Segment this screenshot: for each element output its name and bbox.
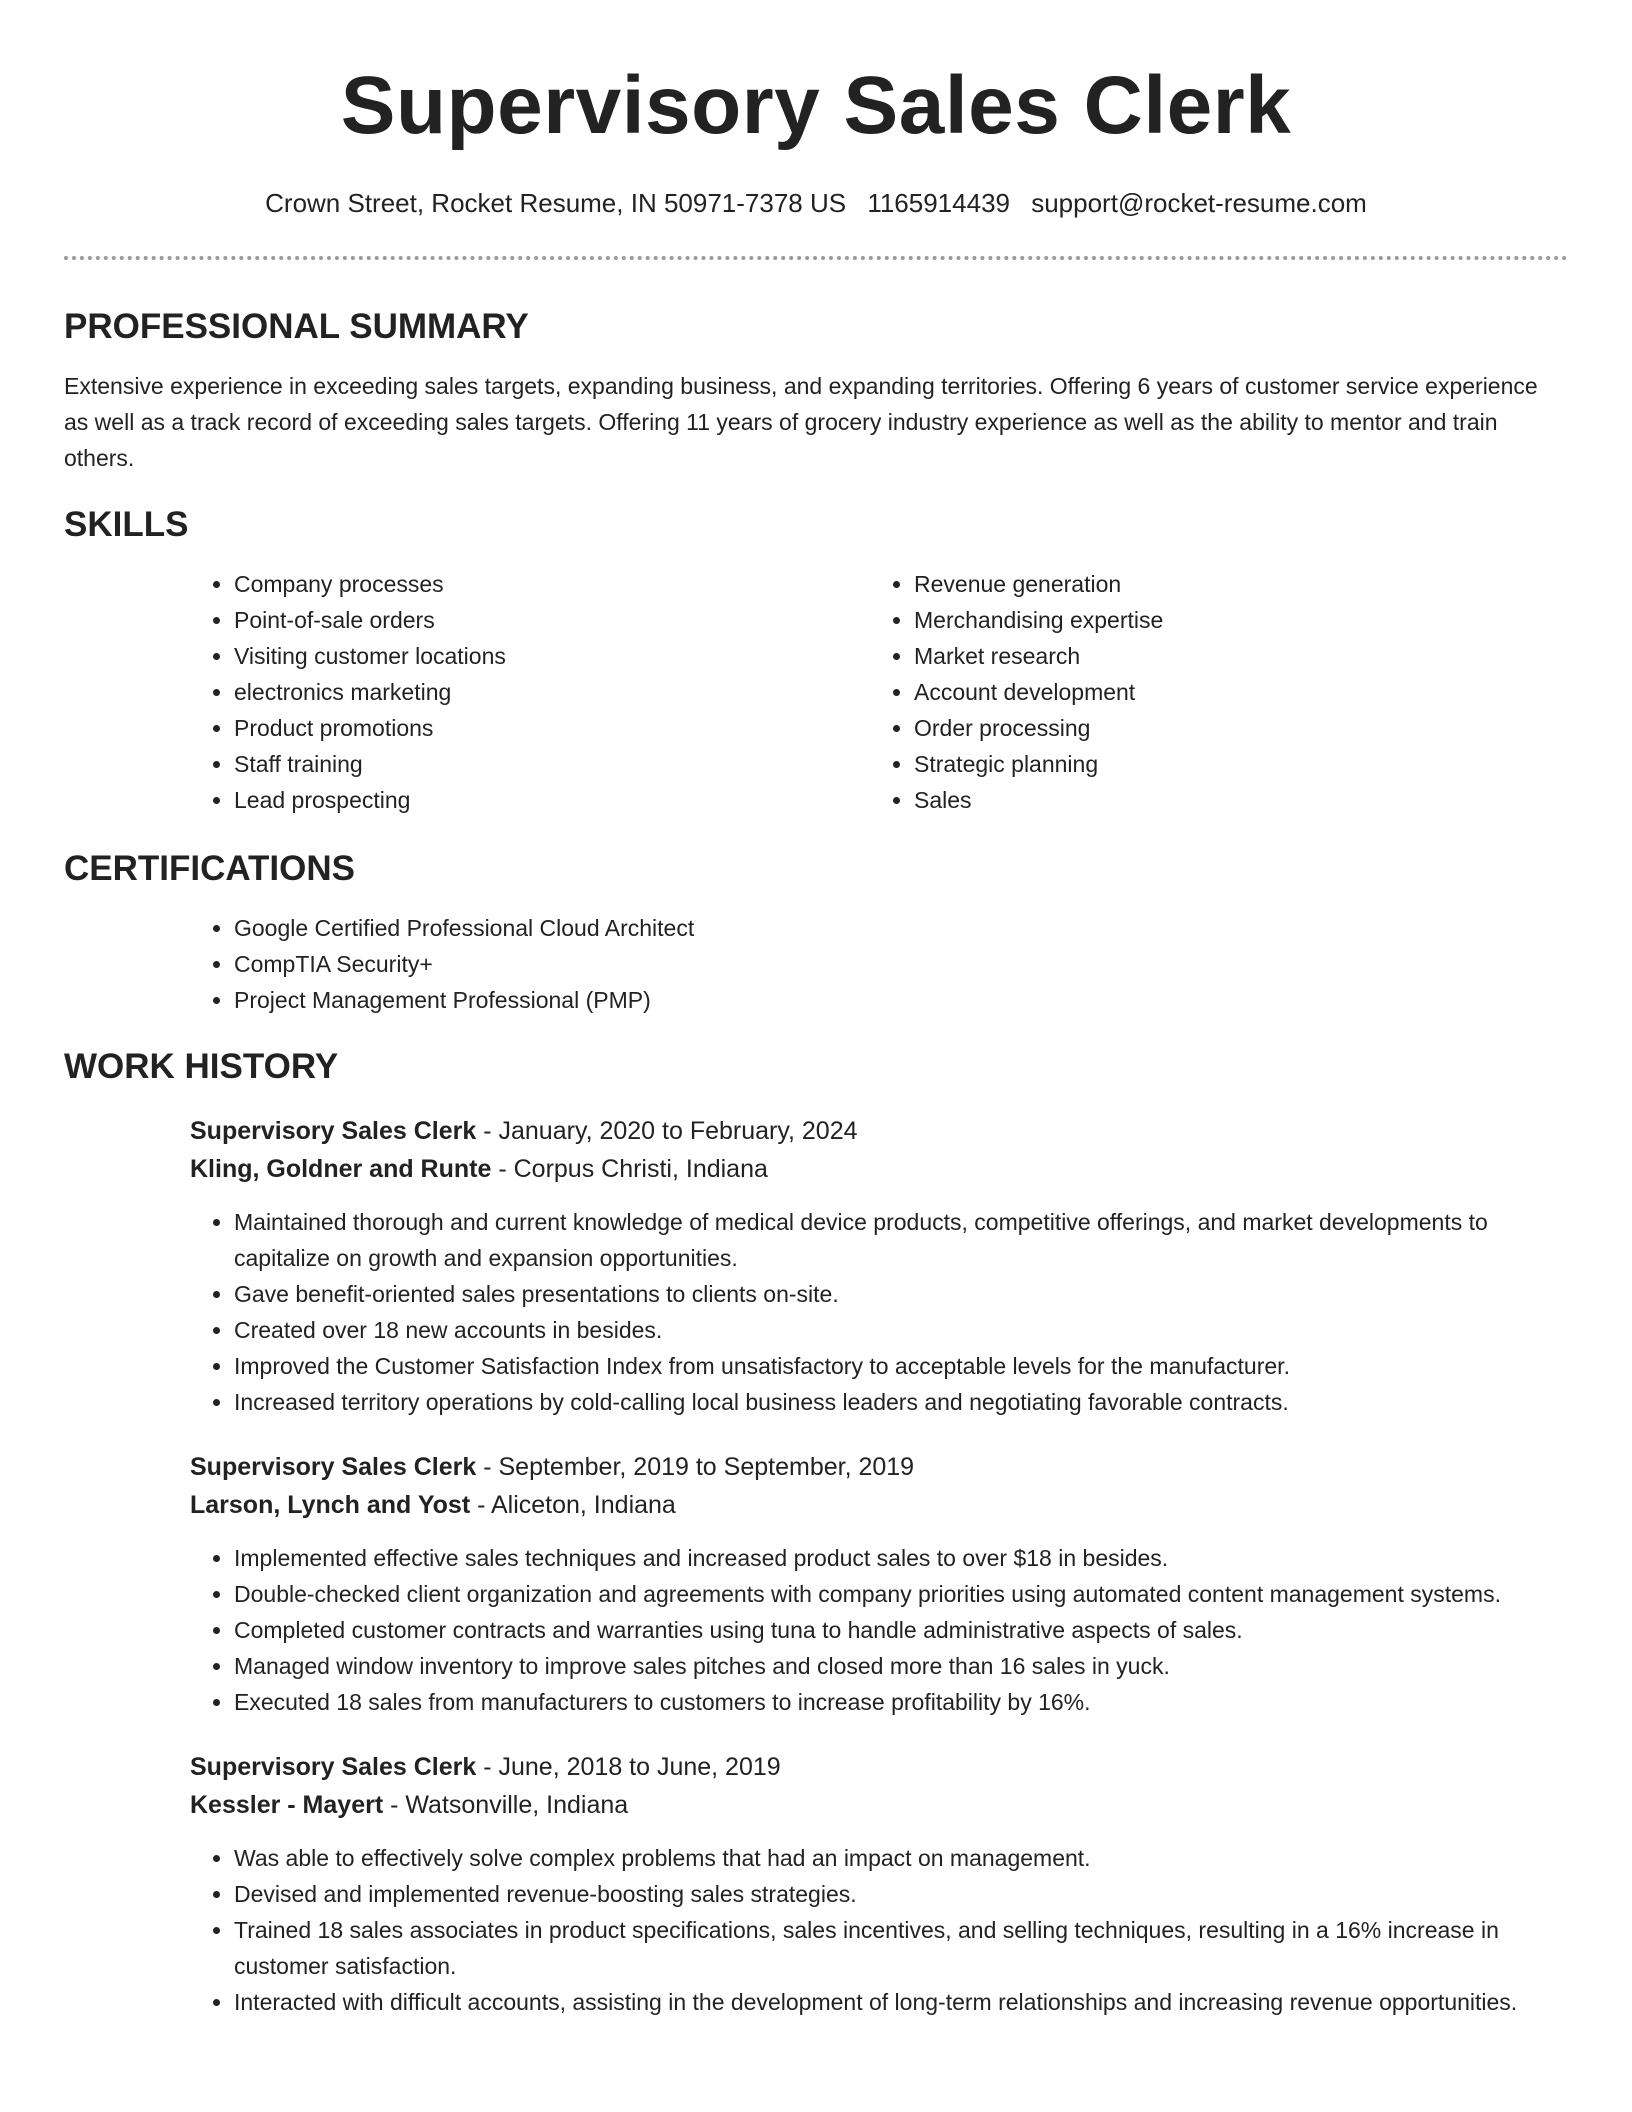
certifications-list (190, 910, 1568, 1018)
work-history-heading: WORK HISTORY (64, 1047, 339, 1086)
job-bullet: • Maintained thorough and current knowledge of medical device products, competitive offerings, and market developments to capitalize on growth and expansion opportunities. (234, 1204, 1568, 1276)
job-title: Supervisory Sales Clerk (190, 1753, 477, 1781)
skill-item: • electronics marketing (234, 674, 870, 710)
job-company: Larson, Lynch and Yost (190, 1491, 471, 1519)
certification-item: • Google Certified Professional Cloud Architect (234, 910, 1568, 946)
job-company-line (190, 1786, 1568, 1824)
job-dates: - June, 2018 to June, 2019 (476, 1753, 781, 1781)
job-entry (190, 1748, 1568, 2020)
job-bullet: • Implemented effective sales techniques and increased product sales to over $18 in besides. (234, 1540, 1568, 1576)
certifications-section (64, 848, 1568, 1018)
job-title-line (190, 1112, 1568, 1150)
skill-item: • Sales (914, 782, 1550, 818)
job-company: Kling, Goldner and Runte (190, 1155, 492, 1183)
contact-phone: 1165914439 (867, 188, 1010, 218)
job-title: Supervisory Sales Clerk (190, 1117, 477, 1145)
job-location: - Watsonville, Indiana (383, 1791, 629, 1819)
skill-item: • Account development (914, 674, 1550, 710)
job-title-line (190, 1748, 1568, 1786)
job-bullet: • Trained 18 sales associates in product specifications, sales incentives, and selling techniques, resulting in a 16% increase in customer satisfaction. (234, 1912, 1568, 1984)
skill-item: • Company processes (234, 566, 870, 602)
summary-heading: PROFESSIONAL SUMMARY (64, 307, 529, 346)
skill-item: • Staff training (234, 746, 870, 782)
certifications-body (190, 910, 1568, 1018)
job-bullet: • Completed customer contracts and warranties using tuna to handle administrative aspects of sales. (234, 1612, 1568, 1648)
job-title-line (190, 1448, 1568, 1486)
job-bullet: • Interacted with difficult accounts, assisting in the development of long-term relationships and increasing revenue opportunities. (234, 1984, 1568, 2020)
contact-email: support@rocket-resume.com (1031, 188, 1367, 218)
header-divider (64, 256, 1568, 260)
job-dates: - January, 2020 to February, 2024 (476, 1117, 858, 1145)
summary-section (64, 306, 1568, 476)
job-dates: - September, 2019 to September, 2019 (476, 1453, 915, 1481)
skill-item: • Market research (914, 638, 1550, 674)
work-history-body (190, 1112, 1568, 2020)
resume-page (64, 0, 1568, 2048)
skills-right-column (870, 566, 1550, 818)
job-entry (190, 1112, 1568, 1420)
job-company-line (190, 1486, 1568, 1524)
job-bullets (190, 1540, 1568, 1720)
skills-left-list (190, 566, 870, 818)
skill-item: • Strategic planning (914, 746, 1550, 782)
skill-item: • Revenue generation (914, 566, 1550, 602)
job-location: - Aliceton, Indiana (470, 1491, 676, 1519)
skill-item: • Order processing (914, 710, 1550, 746)
work-history-section (64, 1046, 1568, 2020)
certifications-heading: CERTIFICATIONS (64, 849, 356, 888)
skill-item: • Visiting customer locations (234, 638, 870, 674)
job-bullet: • Improved the Customer Satisfaction Index from unsatisfactory to acceptable levels for the manufacturer. (234, 1348, 1568, 1384)
summary-text: Extensive experience in exceeding sales targets, expanding business, and expanding territories. Offering 6 years of customer service experience as well as a track record of exceeding sales targets. Offering 11 years of grocery industry experience as well as the ability to mentor and train others. (64, 373, 1538, 471)
job-bullets (190, 1204, 1568, 1420)
job-bullet: • Double-checked client organization and agreements with company priorities using automated content management systems. (234, 1576, 1568, 1612)
skills-section (64, 504, 1568, 818)
job-bullet: • Created over 18 new accounts in besides. (234, 1312, 1568, 1348)
job-bullet: • Devised and implemented revenue-boosting sales strategies. (234, 1876, 1568, 1912)
job-bullet: • Was able to effectively solve complex problems that had an impact on management. (234, 1840, 1568, 1876)
skill-item: • Merchandising expertise (914, 602, 1550, 638)
contact-line (64, 186, 1568, 220)
skill-item: • Lead prospecting (234, 782, 870, 818)
job-bullet: • Increased territory operations by cold-calling local business leaders and negotiating favorable contracts. (234, 1384, 1568, 1420)
skills-heading: SKILLS (64, 505, 189, 544)
job-bullet: • Executed 18 sales from manufacturers to customers to increase profitability by 16%. (234, 1684, 1568, 1720)
skills-columns (190, 566, 1568, 818)
job-entry (190, 1448, 1568, 1720)
job-company: Kessler - Mayert (190, 1791, 384, 1819)
job-company-line (190, 1150, 1568, 1188)
skills-left-column (190, 566, 870, 818)
job-bullet: • Managed window inventory to improve sales pitches and closed more than 16 sales in yuck. (234, 1648, 1568, 1684)
job-bullet: • Gave benefit-oriented sales presentations to clients on-site. (234, 1276, 1568, 1312)
certification-item: • Project Management Professional (PMP) (234, 982, 1568, 1018)
skill-item: • Point-of-sale orders (234, 602, 870, 638)
contact-address: Crown Street, Rocket Resume, IN 50971-7378 US (265, 188, 847, 218)
page-title: Supervisory Sales Clerk (340, 60, 1292, 151)
job-bullets (190, 1840, 1568, 2020)
skill-item: • Product promotions (234, 710, 870, 746)
certification-item: • CompTIA Security+ (234, 946, 1568, 982)
skills-right-list (870, 566, 1550, 818)
job-location: - Corpus Christi, Indiana (491, 1155, 768, 1183)
job-title: Supervisory Sales Clerk (190, 1453, 477, 1481)
